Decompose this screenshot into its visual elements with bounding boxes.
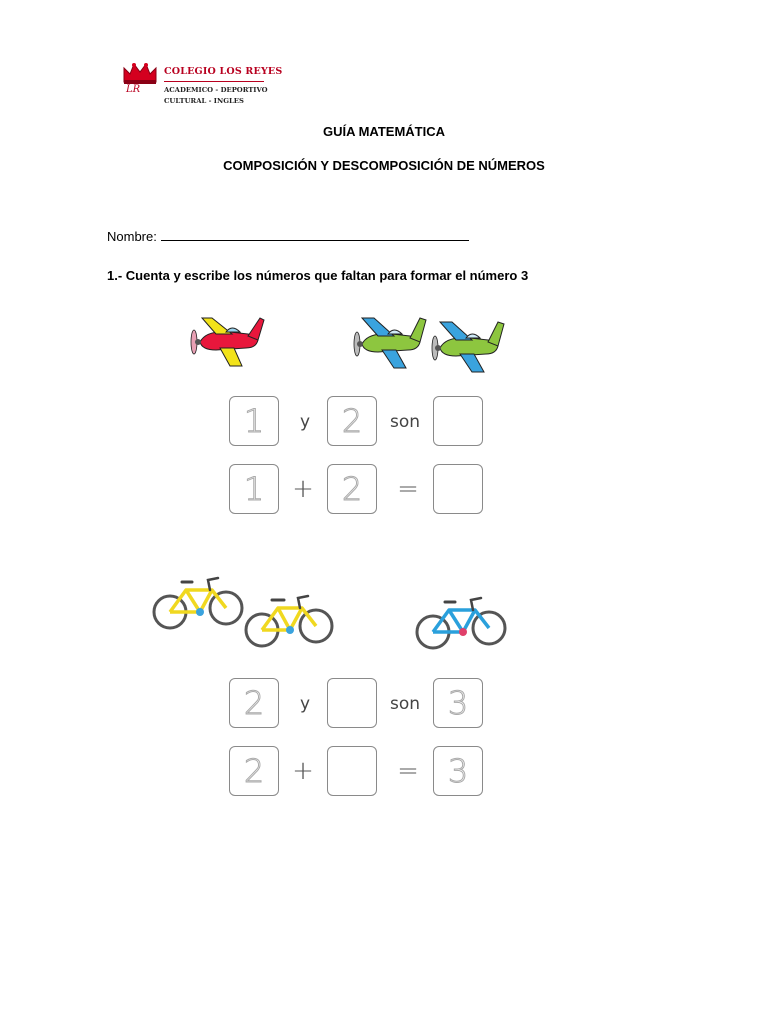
result-word: son [389, 412, 421, 432]
page-subtitle: COMPOSICIÓN Y DESCOMPOSICIÓN DE NÚMEROS [223, 158, 545, 173]
answer-box[interactable]: 3 [433, 678, 483, 728]
school-logo [122, 62, 282, 114]
plus-sign: + [292, 756, 314, 786]
blue-bicycle-icon [415, 590, 509, 654]
logo-initials: LR [126, 84, 141, 95]
school-name: COLEGIO LOS REYES [164, 66, 283, 77]
connector-word: y [299, 412, 311, 432]
page-title: GUÍA MATEMÁTICA [322, 124, 446, 139]
red-yellow-airplane-icon [186, 312, 266, 372]
answer-box-empty[interactable] [327, 678, 377, 728]
name-field[interactable] [107, 228, 469, 244]
answer-box[interactable]: 3 [433, 746, 483, 796]
answer-box-empty[interactable] [433, 396, 483, 446]
answer-box[interactable]: 2 [229, 746, 279, 796]
answer-box-empty[interactable] [433, 464, 483, 514]
logo-tagline-2: CULTURAL - INGLES [164, 97, 244, 105]
yellow-bicycle-icon [244, 590, 336, 652]
logo-divider [164, 81, 264, 82]
plus-sign: + [292, 474, 314, 504]
answer-box[interactable]: 1 [229, 464, 279, 514]
crown-icon [122, 62, 158, 86]
answer-box[interactable]: 2 [327, 396, 377, 446]
name-label: Nombre: [107, 229, 157, 244]
connector-word: y [299, 694, 311, 714]
answer-box[interactable]: 1 [229, 396, 279, 446]
yellow-bicycle-icon [152, 570, 246, 634]
equals-sign: = [397, 474, 419, 504]
logo-tagline-1: ACADEMICO - DEPORTIVO [164, 86, 268, 94]
question-text: 1.- Cuenta y escribe los números que faltan para formar el número 3 [107, 268, 529, 283]
answer-box-empty[interactable] [327, 746, 377, 796]
answer-box[interactable]: 2 [327, 464, 377, 514]
name-blank-line[interactable] [161, 228, 469, 241]
blue-green-airplane-icon [350, 314, 428, 372]
blue-green-airplane-icon [428, 318, 506, 376]
result-word: son [389, 694, 421, 714]
equals-sign: = [397, 756, 419, 786]
answer-box[interactable]: 2 [229, 678, 279, 728]
